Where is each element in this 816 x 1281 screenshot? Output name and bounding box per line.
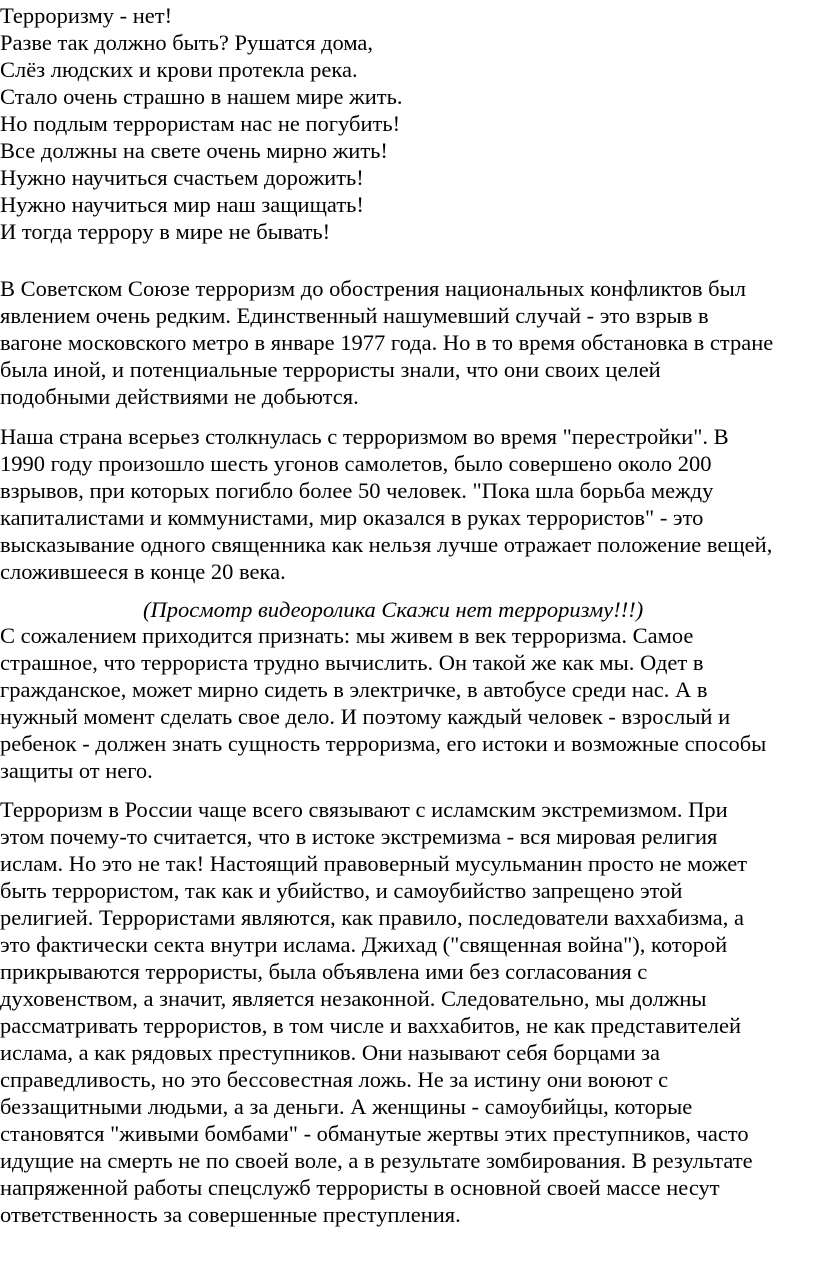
- paragraph-line: 1990 году произошло шесть угонов самолетов, было совершено около 200: [0, 451, 712, 476]
- paragraph-line: духовенством, а значит, является незаконной. Следовательно, мы должны: [0, 986, 707, 1011]
- poem-line: Стало очень страшно в нашем мире жить.: [0, 84, 403, 109]
- paragraph-line: подобными действиями не добьются.: [0, 384, 359, 409]
- paragraph-line: нужный момент сделать свое дело. И поэтому каждый человек - взрослый и: [0, 704, 731, 729]
- paragraph-line: ребенок - должен знать сущность терроризма, его истоки и возможные способы: [0, 731, 767, 756]
- paragraph-line: становятся "живыми бомбами" - обманутые жертвы этих преступников, часто: [0, 1121, 749, 1146]
- paragraph-line: страшное, что террориста трудно вычислить. Он такой же как мы. Одет в: [0, 650, 704, 675]
- paragraph-line: явлением очень редким. Единственный нашумевший случай - это взрыв в: [0, 303, 709, 328]
- paragraph-line: В Советском Союзе терроризм до обострения национальных конфликтов был: [0, 276, 746, 301]
- paragraph-line: прикрываются террористы, была объявлена ими без согласования с: [0, 959, 648, 984]
- paragraph-line: защиты от него.: [0, 758, 153, 783]
- poem-line: Но подлым террористам нас не погубить!: [0, 111, 401, 136]
- paragraph-line: сложившееся в конце 20 века.: [0, 559, 286, 584]
- paragraph-line: идущие на смерть не по своей воле, а в результате зомбирования. В результате: [0, 1148, 753, 1173]
- paragraph-line: гражданское, может мирно сидеть в электричке, в автобусе среди нас. А в: [0, 677, 708, 702]
- poem-line: Разве так должно быть? Рушатся дома,: [0, 30, 374, 55]
- paragraph-line: С сожалением приходится признать: мы живем в век терроризма. Самое: [0, 623, 694, 648]
- paragraph-line: взрывов, при которых погибло более 50 человек. "Пока шла борьба между: [0, 478, 714, 503]
- paragraph-line: беззащитными людьми, а за деньги. А женщины - самоубийцы, которые: [0, 1094, 693, 1119]
- paragraph-line: рассматривать террористов, в том числе и ваххабитов, не как представителей: [0, 1013, 742, 1038]
- paragraph-line: справедливость, но это бессовестная ложь. Не за истину они воюют с: [0, 1067, 669, 1092]
- video-note: (Просмотр видеоролика Скажи нет терроризму!!!): [143, 597, 644, 622]
- poem-line: Слёз людских и крови протекла река.: [0, 57, 358, 82]
- paragraph-line: напряженной работы спецслужб террористы в основной своей массе несут: [0, 1175, 720, 1200]
- paragraph-line: ответственность за совершенные преступления.: [0, 1202, 461, 1227]
- paragraph-line: Терроризм в России чаще всего связывают с исламским экстремизмом. При: [0, 797, 728, 822]
- poem-line: И тогда террору в мире не бывать!: [0, 219, 331, 244]
- poem-line: Все должны на свете очень мирно жить!: [0, 138, 388, 163]
- paragraph-line: вагоне московского метро в январе 1977 года. Но в то время обстановка в стране: [0, 330, 774, 355]
- paragraph-line: быть террористом, так как и убийство, и самоубийство запрещено этой: [0, 878, 683, 903]
- poem-line: Нужно научиться мир наш защищать!: [0, 192, 364, 217]
- paragraph-line: ислама, а как рядовых преступников. Они называют себя борцами за: [0, 1040, 661, 1065]
- paragraph-line: высказывание одного священника как нельзя лучше отражает положение вещей,: [0, 532, 773, 557]
- paragraph-line: этом почему-то считается, что в истоке экстремизма - вся мировая религия: [0, 824, 718, 849]
- paragraph-line: капиталистами и коммунистами, мир оказался в руках террористов" - это: [0, 505, 704, 530]
- poem-line: Нужно научиться счастьем дорожить!: [0, 165, 364, 190]
- paragraph-line: это фактически секта внутри ислама. Джихад ("священная война"), которой: [0, 932, 728, 957]
- paragraph-line: была иной, и потенциальные террористы знали, что они своих целей: [0, 357, 661, 382]
- paragraph-line: религией. Террористами являются, как правило, последователи ваххабизма, а: [0, 905, 744, 930]
- poem-title: Терроризму - нет!: [0, 3, 173, 28]
- paragraph-line: Наша страна всерьез столкнулась с терроризмом во время "перестройки". В: [0, 424, 729, 449]
- paragraph-line: ислам. Но это не так! Настоящий правоверный мусульманин просто не может: [0, 851, 748, 876]
